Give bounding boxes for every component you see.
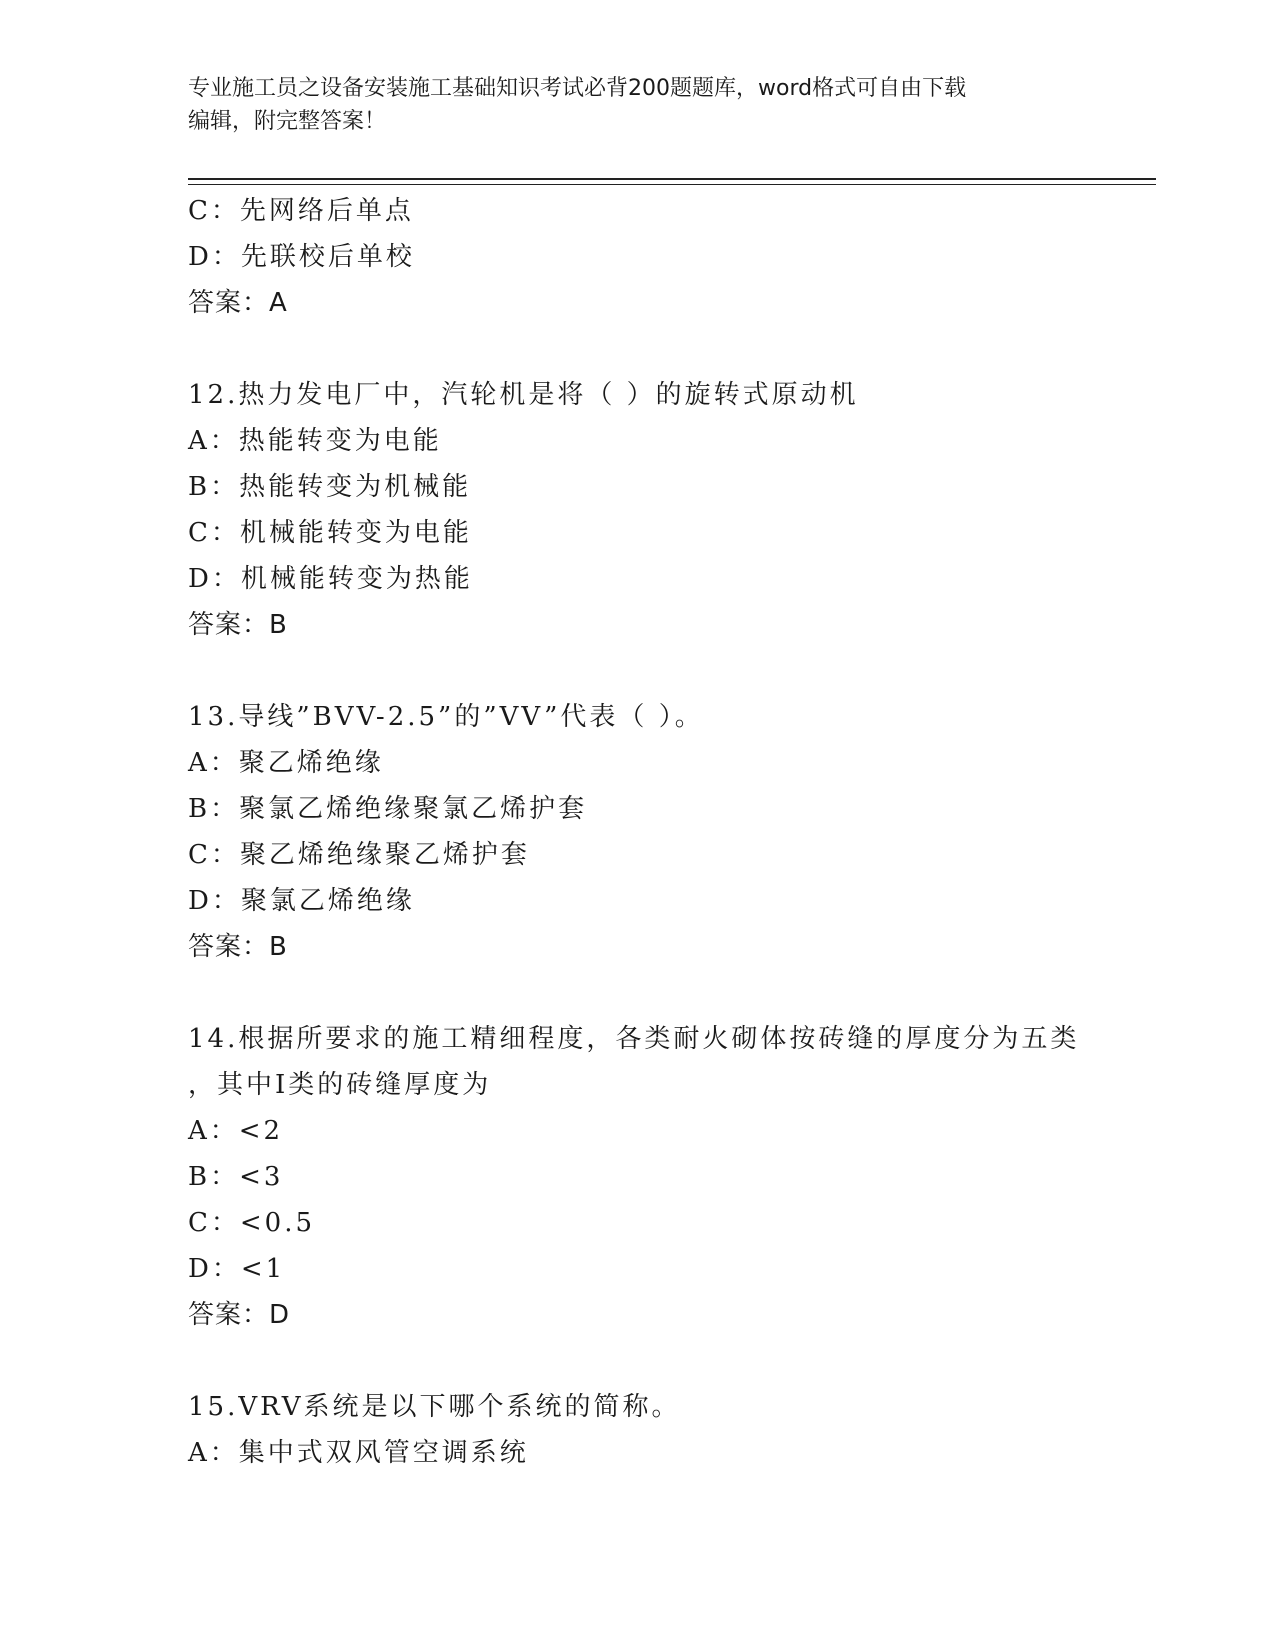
spacer (188, 326, 1156, 372)
document-header (188, 72, 1088, 138)
header-divider-thin (188, 184, 1156, 185)
question-12 (188, 372, 1156, 648)
answer-label: 答案：B (188, 610, 288, 640)
header-divider-thick (188, 178, 1156, 180)
option-d: D：<1 (188, 1254, 286, 1284)
answer-label: 答案：B (188, 932, 288, 962)
answer-label: 答案：D (188, 1300, 291, 1330)
spacer (188, 648, 1156, 694)
question-stem: 15.VRV系统是以下哪个系统的简称。 (188, 1392, 681, 1422)
option-c: C：先网络后单点 (188, 196, 414, 226)
option-d: D：先联校后单校 (188, 242, 415, 272)
question-13 (188, 694, 1156, 970)
question-stem: 13.导线”BVV-2.5”的”VV”代表（ ）。 (188, 702, 704, 732)
option-c: C：聚乙烯绝缘聚乙烯护套 (188, 840, 530, 870)
question-stem-continuation: ，其中Ⅰ类的砖缝厚度为 (188, 1070, 492, 1100)
question-15 (188, 1384, 1156, 1476)
question-stem: 12.热力发电厂中，汽轮机是将（ ）的旋转式原动机 (188, 380, 859, 410)
spacer (188, 1338, 1156, 1384)
option-a: A：热能转变为电能 (188, 426, 442, 456)
option-b: B：聚氯乙烯绝缘聚氯乙烯护套 (188, 794, 588, 824)
spacer (188, 970, 1156, 1016)
option-b: B：<3 (188, 1162, 284, 1192)
question-14 (188, 1016, 1156, 1338)
option-c: C：<0.5 (188, 1208, 316, 1238)
option-a: A：聚乙烯绝缘 (188, 748, 384, 778)
option-b: B：热能转变为机械能 (188, 472, 472, 502)
question-list (188, 188, 1156, 1476)
option-a: A：<2 (188, 1116, 284, 1146)
question-stem: 14.根据所要求的施工精细程度，各类耐火砌体按砖缝的厚度分为五类 (188, 1024, 1080, 1054)
question-11-partial (188, 188, 1156, 326)
option-c: C：机械能转变为电能 (188, 518, 472, 548)
option-d: D：聚氯乙烯绝缘 (188, 886, 415, 916)
header-title-line-2: 编辑，附完整答案！ (188, 109, 387, 134)
answer-label: 答案：A (188, 288, 288, 318)
option-d: D：机械能转变为热能 (188, 564, 473, 594)
header-title-line-1: 专业施工员之设备安装施工基础知识考试必背200题题库，word格式可自由下载 (188, 76, 967, 101)
option-a: A：集中式双风管空调系统 (188, 1438, 529, 1468)
